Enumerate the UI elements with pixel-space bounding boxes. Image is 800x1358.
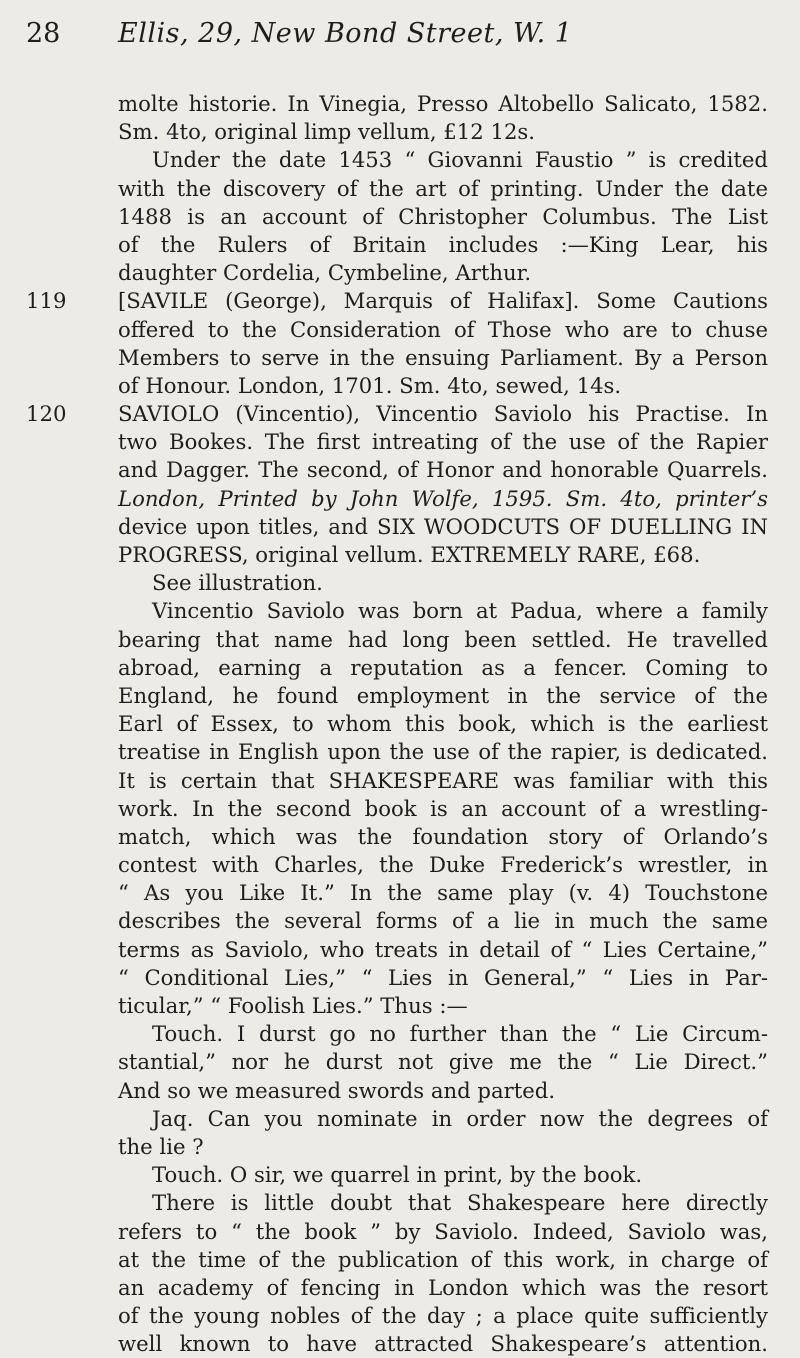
- line-text: [SAVILE (George), Marquis of Halifax]. Some Cautions: [118, 288, 768, 314]
- text-line: Members to serve in the ensuing Parliament. By a Person: [118, 344, 768, 370]
- text-line: See illustration.: [152, 570, 323, 596]
- text-line: of the Rulers of Britain includes :—King Lear, his: [118, 231, 768, 257]
- text-line: [26, 400, 768, 428]
- text-line: ticular,” “ Foolish Lies.” Thus :—: [118, 993, 468, 1018]
- lot-number: 119: [26, 288, 67, 314]
- text-line: refers to “ the book ” by Saviolo. Indeed, Saviolo was,: [118, 1218, 768, 1244]
- text-line: England, he found employment in the service of the: [118, 682, 768, 708]
- text-line: Sm. 4to, original limp vellum, £12 12s.: [118, 119, 536, 145]
- page-number: 28: [26, 18, 61, 49]
- text-line: “ As you Like It.” In the same play (v. 4) Touchstone: [118, 880, 768, 906]
- text-line: abroad, earning a reputation as a fencer. Coming to: [118, 654, 768, 680]
- text-line: describes the several forms of a lie in much the same: [118, 908, 768, 934]
- text-line: Touch. O sir, we quarrel in print, by the book.: [152, 1162, 643, 1188]
- text-line: Jaq. Can you nominate in order now the degrees of: [152, 1105, 768, 1131]
- text-line: And so we measured swords and parted.: [118, 1077, 556, 1103]
- text-line: Touch. I durst go no further than the “ Lie Circum-: [152, 1021, 768, 1047]
- text-line: stantial,” nor he durst not give me the “ Lie Direct.”: [118, 1049, 768, 1075]
- text-line: Earl of Essex, to whom this book, which is the earliest: [118, 711, 768, 737]
- running-head: Ellis, 29, New Bond Street, W. 1: [118, 18, 573, 49]
- text-line: 1488 is an account of Christopher Columbus. The List: [118, 203, 768, 229]
- text-line: Under the date 1453 “ Giovanni Faustio ” is credited: [152, 147, 768, 173]
- text-line: of the young nobles of the day ; a place quite sufficiently: [118, 1303, 768, 1329]
- text-line: offered to the Consideration of Those who are to chuse: [118, 316, 768, 342]
- text-line: terms as Saviolo, who treats in detail of “ Lies Certaine,”: [118, 936, 768, 962]
- text-line: the lie ?: [118, 1133, 204, 1159]
- text-line: contest with Charles, the Duke Frederick’s wrestler, in: [118, 852, 768, 878]
- text-line: two Bookes. The first intreating of the use of the Rapier: [118, 429, 768, 455]
- text-line: molte historie. In Vinegia, Presso Altobello Salicato, 1582.: [118, 91, 768, 116]
- text-line: It is certain that SHAKESPEARE was familiar with this: [118, 767, 768, 793]
- text-line: device upon titles, and SIX WOODCUTS OF DUELLING IN: [118, 513, 768, 539]
- text-line: daughter Cordelia, Cymbeline, Arthur.: [118, 260, 532, 286]
- line-text: SAVIOLO (Vincentio), Vincentio Saviolo his Practise. In: [118, 401, 768, 427]
- text-line: at the time of the publication of this work, in charge of: [118, 1246, 768, 1272]
- text-line: with the discovery of the art of printing. Under the date: [118, 175, 768, 201]
- lot-number: 120: [26, 401, 67, 427]
- text-line: an academy of fencing in London which was the resort: [118, 1274, 768, 1300]
- text-line: work. In the second book is an account of a wrestling-: [118, 795, 768, 821]
- text-line: match, which was the foundation story of Orlando’s: [118, 823, 768, 849]
- text-line: [26, 287, 768, 315]
- text-line: London, Printed by John Wolfe, 1595. Sm. 4to, printer’s: [118, 485, 768, 511]
- running-header: [0, 18, 800, 58]
- text-line: well known to have attracted Shakespeare’s attention.: [118, 1331, 768, 1357]
- text-line: of Honour. London, 1701. Sm. 4to, sewed, 14s.: [118, 372, 622, 398]
- catalogue-text: [26, 90, 768, 1358]
- text-line: bearing that name had long been settled. He travelled: [118, 626, 768, 652]
- text-line: and Dagger. The second, of Honor and honorable Quarrels.: [118, 457, 768, 483]
- text-line: “ Conditional Lies,” “ Lies in General,” “ Lies in Par-: [118, 964, 768, 990]
- text-line: There is little doubt that Shakespeare here directly: [152, 1190, 768, 1216]
- text-line: treatise in English upon the use of the rapier, is dedicated.: [118, 739, 768, 765]
- text-line: PROGRESS, original vellum. EXTREMELY RARE, £68.: [118, 542, 701, 567]
- text-line: Vincentio Saviolo was born at Padua, where a family: [152, 598, 768, 624]
